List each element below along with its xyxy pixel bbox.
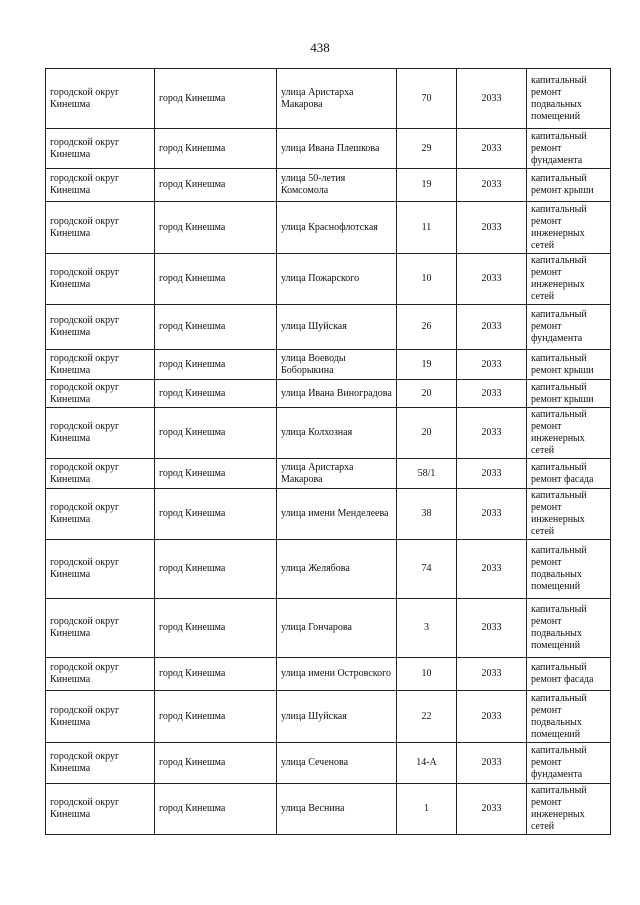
house-number-cell: 19 xyxy=(397,169,457,202)
house-number-cell: 58/1 xyxy=(397,459,457,489)
year-cell: 2033 xyxy=(457,169,527,202)
table-row xyxy=(46,380,611,408)
district-cell: городской округ Кинешма xyxy=(46,784,155,835)
district-cell: городской округ Кинешма xyxy=(46,540,155,599)
house-number-cell: 20 xyxy=(397,408,457,459)
district-cell: городской округ Кинешма xyxy=(46,489,155,540)
city-cell: город Кинешма xyxy=(155,350,277,380)
work-type-cell: капитальный ремонт инженерных сетей xyxy=(527,489,611,540)
district-cell: городской округ Кинешма xyxy=(46,69,155,129)
work-type-cell: капитальный ремонт фасада xyxy=(527,459,611,489)
street-cell: улица Шуйская xyxy=(277,691,397,743)
house-number-cell: 20 xyxy=(397,380,457,408)
city-cell: город Кинешма xyxy=(155,489,277,540)
work-type-cell: капитальный ремонт инженерных сетей xyxy=(527,784,611,835)
work-type-cell: капитальный ремонт крыши xyxy=(527,380,611,408)
city-cell: город Кинешма xyxy=(155,129,277,169)
street-cell: улица Аристарха Макарова xyxy=(277,69,397,129)
city-cell: город Кинешма xyxy=(155,784,277,835)
city-cell: город Кинешма xyxy=(155,540,277,599)
street-cell: улица Аристарха Макарова xyxy=(277,459,397,489)
work-type-cell: капитальный ремонт фундамента xyxy=(527,129,611,169)
district-cell: городской округ Кинешма xyxy=(46,169,155,202)
table-row xyxy=(46,408,611,459)
work-type-cell: капитальный ремонт фундамента xyxy=(527,305,611,350)
city-cell: город Кинешма xyxy=(155,169,277,202)
work-type-cell: капитальный ремонт подвальных помещений xyxy=(527,691,611,743)
city-cell: город Кинешма xyxy=(155,743,277,784)
district-cell: городской округ Кинешма xyxy=(46,599,155,658)
house-number-cell: 10 xyxy=(397,254,457,305)
year-cell: 2033 xyxy=(457,254,527,305)
city-cell: город Кинешма xyxy=(155,599,277,658)
year-cell: 2033 xyxy=(457,743,527,784)
work-type-cell: капитальный ремонт подвальных помещений xyxy=(527,599,611,658)
table-row xyxy=(46,169,611,202)
year-cell: 2033 xyxy=(457,540,527,599)
district-cell: городской округ Кинешма xyxy=(46,129,155,169)
district-cell: городской округ Кинешма xyxy=(46,202,155,254)
district-cell: городской округ Кинешма xyxy=(46,305,155,350)
table-row xyxy=(46,489,611,540)
work-type-cell: капитальный ремонт фундамента xyxy=(527,743,611,784)
street-cell: улица Ивана Виноградова xyxy=(277,380,397,408)
year-cell: 2033 xyxy=(457,350,527,380)
street-cell: улица Шуйская xyxy=(277,305,397,350)
house-number-cell: 22 xyxy=(397,691,457,743)
table-row xyxy=(46,202,611,254)
city-cell: город Кинешма xyxy=(155,305,277,350)
district-cell: городской округ Кинешма xyxy=(46,743,155,784)
house-number-cell: 74 xyxy=(397,540,457,599)
house-number-cell: 11 xyxy=(397,202,457,254)
work-type-cell: капитальный ремонт крыши xyxy=(527,350,611,380)
year-cell: 2033 xyxy=(457,489,527,540)
house-number-cell: 26 xyxy=(397,305,457,350)
table-row xyxy=(46,305,611,350)
house-number-cell: 1 xyxy=(397,784,457,835)
page-number: 438 xyxy=(310,40,330,55)
house-number-cell: 70 xyxy=(397,69,457,129)
city-cell: город Кинешма xyxy=(155,691,277,743)
table-row xyxy=(46,691,611,743)
year-cell: 2033 xyxy=(457,202,527,254)
house-number-cell: 3 xyxy=(397,599,457,658)
street-cell: улица Сеченова xyxy=(277,743,397,784)
street-cell: улица Гончарова xyxy=(277,599,397,658)
city-cell: город Кинешма xyxy=(155,459,277,489)
street-cell: улица имени Островского xyxy=(277,658,397,691)
work-type-cell: капитальный ремонт инженерных сетей xyxy=(527,254,611,305)
table-body xyxy=(46,69,611,835)
house-number-cell: 38 xyxy=(397,489,457,540)
city-cell: город Кинешма xyxy=(155,254,277,305)
year-cell: 2033 xyxy=(457,784,527,835)
year-cell: 2033 xyxy=(457,129,527,169)
city-cell: город Кинешма xyxy=(155,658,277,691)
city-cell: город Кинешма xyxy=(155,202,277,254)
street-cell: улица 50-летия Комсомола xyxy=(277,169,397,202)
year-cell: 2033 xyxy=(457,658,527,691)
city-cell: город Кинешма xyxy=(155,408,277,459)
year-cell: 2033 xyxy=(457,408,527,459)
table-row xyxy=(46,129,611,169)
district-cell: городской округ Кинешма xyxy=(46,459,155,489)
work-type-cell: капитальный ремонт подвальных помещений xyxy=(527,540,611,599)
house-number-cell: 29 xyxy=(397,129,457,169)
district-cell: городской округ Кинешма xyxy=(46,254,155,305)
work-type-cell: капитальный ремонт инженерных сетей xyxy=(527,408,611,459)
year-cell: 2033 xyxy=(457,305,527,350)
year-cell: 2033 xyxy=(457,459,527,489)
year-cell: 2033 xyxy=(457,69,527,129)
table-row xyxy=(46,459,611,489)
table-row xyxy=(46,599,611,658)
street-cell: улица Пожарского xyxy=(277,254,397,305)
street-cell: улица имени Менделеева xyxy=(277,489,397,540)
district-cell: городской округ Кинешма xyxy=(46,408,155,459)
house-number-cell: 10 xyxy=(397,658,457,691)
street-cell: улица Желябова xyxy=(277,540,397,599)
street-cell: улица Колхозная xyxy=(277,408,397,459)
table-row xyxy=(46,540,611,599)
repair-schedule-table xyxy=(45,68,611,835)
street-cell: улица Веснина xyxy=(277,784,397,835)
year-cell: 2033 xyxy=(457,380,527,408)
street-cell: улица Воеводы Боборыкина xyxy=(277,350,397,380)
work-type-cell: капитальный ремонт инженерных сетей xyxy=(527,202,611,254)
city-cell: город Кинешма xyxy=(155,69,277,129)
table-row xyxy=(46,784,611,835)
year-cell: 2033 xyxy=(457,599,527,658)
table-row xyxy=(46,743,611,784)
table-row xyxy=(46,69,611,129)
district-cell: городской округ Кинешма xyxy=(46,380,155,408)
city-cell: город Кинешма xyxy=(155,380,277,408)
street-cell: улица Ивана Плешкова xyxy=(277,129,397,169)
table-row xyxy=(46,350,611,380)
street-cell: улица Краснофлотская xyxy=(277,202,397,254)
work-type-cell: капитальный ремонт подвальных помещений xyxy=(527,69,611,129)
year-cell: 2033 xyxy=(457,691,527,743)
district-cell: городской округ Кинешма xyxy=(46,691,155,743)
table-row xyxy=(46,658,611,691)
house-number-cell: 19 xyxy=(397,350,457,380)
work-type-cell: капитальный ремонт фасада xyxy=(527,658,611,691)
district-cell: городской округ Кинешма xyxy=(46,658,155,691)
work-type-cell: капитальный ремонт крыши xyxy=(527,169,611,202)
table-row xyxy=(46,254,611,305)
house-number-cell: 14-А xyxy=(397,743,457,784)
district-cell: городской округ Кинешма xyxy=(46,350,155,380)
